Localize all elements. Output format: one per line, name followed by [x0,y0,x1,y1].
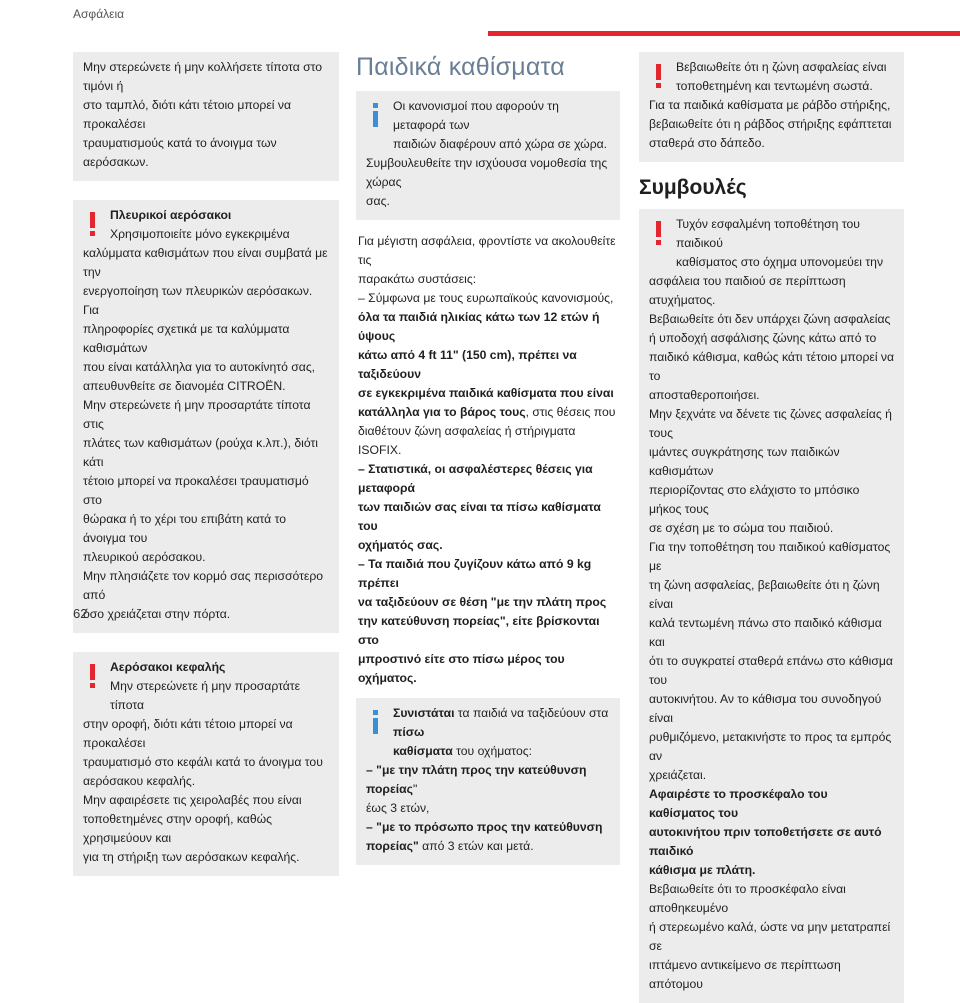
text-line: Μην ξεχνάτε να δένετε τις ζώνες ασφαλείας ή τους [649,407,892,440]
text-line: σε σχέση με το σώμα του παιδιού. [649,521,834,535]
text-line: χρειάζεται. [649,768,707,782]
text-line: παρακάτω συστάσεις: [358,272,477,286]
text-line: κάθισμα με πλάτη. [649,863,756,877]
text-line: αυτοκινήτου. Αν το κάθισμα του συνοδηγού είναι [649,692,882,725]
tips-heading: Συμβουλές [639,176,747,199]
text-line: Για τα παιδικά καθίσματα με ράβδο στήριξης, [649,98,891,112]
text-line: οχήματός σας. [358,538,443,552]
tips-warning-box [639,209,904,1003]
text-line: διαθέτουν ζώνη ασφαλείας ή στήριγματα ISOFIX. [358,424,576,457]
warning-exclamation-icon [83,210,103,238]
text-line: Μην στερεώνετε ή μην προσαρτάτε τίποτα στις [83,398,311,431]
text-line: Βεβαιωθείτε ότι δεν υπάρχει ζώνη ασφαλείας [649,312,891,326]
column-right [639,52,904,1003]
text-line: σας. [366,194,390,208]
text-line: να ταξιδεύουν σε θέση "με την πλάτη προς [358,595,607,609]
section-heading: Παιδικά καθίσματα [356,53,565,81]
text-line: τραυματισμούς κατά το άνοιγμα των αερόσακων. [83,136,277,169]
text-line: ασφάλεια του παιδιού σε περίπτωση ατυχήματος. [649,274,846,307]
text-line: παιδικό κάθισμα, καθώς κάτι τέτοιο μπορεί να το [649,350,895,383]
text-line: Μην πλησιάζετε τον κορμό σας περισσότερο από [83,569,324,602]
text-line: – Σύμφωνα με τους ευρωπαϊκούς κανονισμούς, [358,291,614,305]
info-icon [366,708,386,736]
text-line: καλά τεντωμένη πάνω στο παιδικό κάθισμα και [649,616,882,649]
text-line: Αφαιρέστε το προσκέφαλο του καθίσματος του [649,787,828,820]
text-line: βεβαιωθείτε ότι η ράβδος στήριξης εφάπτεται [649,117,892,131]
text-line: παιδιών διαφέρουν από χώρα σε χώρα. [393,137,608,151]
page-number: 62 [73,606,88,621]
text-line: Χρησιμοποιείτε μόνο εγκεκριμένα [110,227,290,241]
text-line: των παιδιών σας είναι τα πίσω καθίσματα του [358,500,601,533]
text-line: ρυθμιζόμενο, μετακινήστε το προς τα εμπρός αν [649,730,892,763]
text-line: Τυχόν εσφαλμένη τοποθέτηση του παιδικού [676,217,860,250]
side-airbags-box [73,200,339,633]
text-line: Βεβαιωθείτε ότι η ζώνη ασφαλείας είναι [676,60,887,74]
text-line: – "με την πλάτη προς την κατεύθυνση πορείας" [366,763,587,796]
text-line: – Τα παιδιά που ζυγίζουν κάτω από 9 kg πρέπει [358,557,592,590]
text-line: Μην αφαιρέσετε τις χειρολαβές που είναι [83,793,302,807]
text-line: σταθερά στο δάπεδο. [649,136,765,150]
text-line: που είναι κατάλληλα για το αυτοκίνητό σας, [83,360,316,374]
text-line: ιπτάμενο αντικείμενο σε περίπτωση απότομου [649,958,841,991]
text-line: ή υποδοχή ασφάλισης ζώνης κάτω από το [649,331,877,345]
text-line: στο ταμπλό, διότι κάτι τέτοιο μπορεί να προκαλέσει [83,98,291,131]
text-line: αποσταθεροποιήσει. [649,388,760,402]
warning-exclamation-icon [649,62,669,90]
info-icon [366,101,386,129]
box-title: Αερόσακοι κεφαλής [110,660,226,674]
text-line: Οι κανονισμοί που αφορούν τη μεταφορά των [393,99,559,132]
text-line: απευθυνθείτε σε διανομέα CITROËN. [83,379,286,393]
column-left [73,52,339,876]
text-line: πορείας" από 3 ετών και μετά. [366,839,534,853]
text-line: ή στερεωμένο καλά, ώστε να μην μετατραπεί σε [649,920,891,953]
text-line: ιμάντες συγκράτησης των παιδικών καθισμάτων [649,445,840,478]
text-line: κάτω από 4 ft 11" (150 cm), πρέπει να ταξιδεύουν [358,348,577,381]
text-line: Μην στερεώνετε ή μην προσαρτάτε τίποτα [110,679,301,712]
column-middle [356,52,620,865]
text-line: πλευρικού αερόσακου. [83,550,206,564]
text-line: πληροφορίες σχετικά με τα καλύμματα καθισμάτων [83,322,290,355]
text-line: Για την τοποθέτηση του παιδικού καθίσματος με [649,540,891,573]
text-line: πλάτες των καθισμάτων (ρούχα κ.λπ.), διότι κάτι [83,436,318,469]
text-line: καλύμματα καθισμάτων που είναι συμβατά με την [83,246,328,279]
header-accent-bar [488,31,960,36]
text-line: τη ζώνη ασφαλείας, βεβαιωθείτε ότι η ζώνη είναι [649,578,880,611]
text-line: στην οροφή, διότι κάτι τέτοιο μπορεί να προκαλέσει [83,717,293,750]
text-line: τραυματισμό στο κεφάλι κατά το άνοιγμα του [83,755,323,769]
text-line: για τη στήριξη των αερόσακων κεφαλής. [83,850,300,864]
recommendations-text [356,232,620,688]
text-line: περιορίζοντας στο ελάχιστο το μπόσικο μήκος τους [649,483,860,516]
text-line: σε εγκεκριμένα παιδικά καθίσματα που είναι [358,386,614,400]
text-line: αερόσακου κεφαλής. [83,774,196,788]
text-line: την κατεύθυνση πορείας", είτε βρίσκονται στο [358,614,600,647]
rear-seats-info-box [356,698,620,865]
text-line: αυτοκινήτου πριν τοποθετήσετε σε αυτό παιδικό [649,825,882,858]
warning-exclamation-icon [83,662,103,690]
text-line: έως 3 ετών, [366,801,430,815]
text-line: Για μέγιστη ασφάλεια, φροντίστε να ακολουθείτε τις [358,234,616,267]
regulations-info-box [356,91,620,220]
text-line: Βεβαιωθείτε ότι το προσκέφαλο είναι αποθηκευμένο [649,882,846,915]
text-line: όλα τα παιδιά ηλικίας κάτω των 12 ετών ή ύψους [358,310,600,343]
text-line: θώρακα ή το χέρι του επιβάτη κατά το άνοιγμα του [83,512,287,545]
text-line: τοποθετημένες στην οροφή, καθώς χρησιμεύουν και [83,812,273,845]
text-line: ότι το συγκρατεί σταθερά επάνω στο κάθισμα του [649,654,893,687]
box-title: Πλευρικοί αερόσακοι [110,208,232,222]
text-line: – Στατιστικά, οι ασφαλέστερες θέσεις για μεταφορά [358,462,593,495]
text-line: κατάλληλα για το βάρος τους, στις θέσεις που [358,405,616,419]
dashboard-warning-box [73,52,339,181]
text-line: όσο χρειάζεται στην πόρτα. [83,607,231,621]
text-line: καθίσματα του οχήματος: [393,744,532,758]
section-title: Ασφάλεια [73,7,125,21]
text-line: καθίσματος στο όχημα υπονομεύει την [676,255,884,269]
text-line: τέτοιο μπορεί να προκαλέσει τραυματισμό στο [83,474,309,507]
text-line: ενεργοποίηση των πλευρικών αερόσακων. Για [83,284,313,317]
text-line: Συνιστάται τα παιδιά να ταξιδεύουν στα πίσω [393,706,609,739]
text-line: Μην στερεώνετε ή μην κολλήσετε τίποτα στο τιμόνι ή [83,60,323,93]
text-line: – "με το πρόσωπο προς την κατεύθυνση [366,820,603,834]
warning-exclamation-icon [649,219,669,247]
text-line: Συμβουλευθείτε την ισχύουσα νομοθεσία της χώρας [366,156,608,189]
head-airbags-box [73,652,339,876]
seatbelt-warning-box [639,52,904,162]
text-line: τοποθετημένη και τεντωμένη σωστά. [676,79,873,93]
text-line: μπροστινό είτε στο πίσω μέρος του οχήματος. [358,652,565,685]
